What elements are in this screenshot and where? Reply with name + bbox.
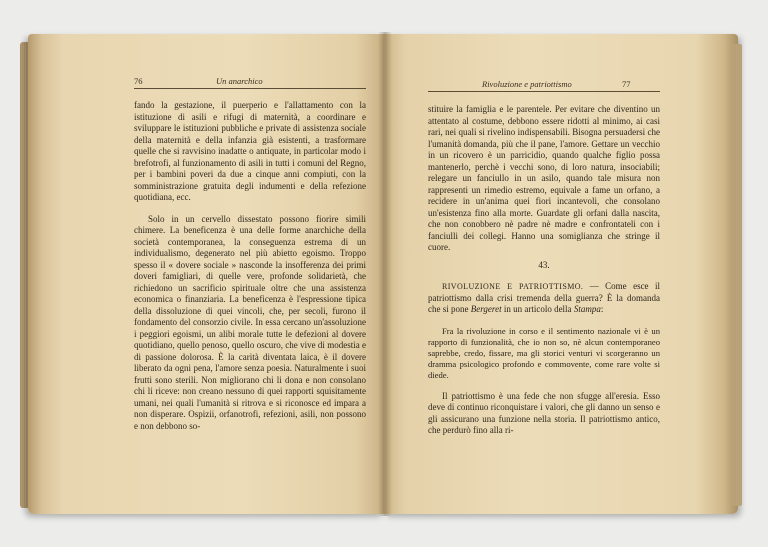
open-book xyxy=(28,28,740,520)
right-page-edges xyxy=(732,44,742,506)
section-number: 43. xyxy=(538,259,550,270)
author-name: Bergeret xyxy=(470,304,502,314)
right-body-text xyxy=(428,104,660,437)
left-body-text xyxy=(134,100,366,432)
section-intro-3: : xyxy=(600,304,604,314)
left-running-head: Un anarchico xyxy=(216,76,263,86)
right-page-number: 77 xyxy=(622,79,631,89)
quoted-passage: Fra la rivoluzione in corso e il sentimento nazionale vi è un rapporto di funzionalità, che io non so, nè alcun contemporaneo saprebbe, credo, fissare, ma gli storici venturi vi scorgeranno un dramma psicologico profondo e commovente, come rare volte si diede. xyxy=(428,325,660,380)
journal-name: Stampa xyxy=(573,304,601,314)
closing-paragraph: Il patriottismo è una fede che non sfugge all'eresia. Esso deve di continuo riconquistare i valori, che gli danno un senso e gli assicurano una funzione nella storia. Il patriottismo antico, che perdurò fino alla ri- xyxy=(428,390,660,435)
section-intro: — Come esce il patriottismo dalla crisi tremenda della guerra? È la domanda che si pone xyxy=(428,281,660,314)
book-spine xyxy=(378,32,392,516)
left-paragraph-2: Solo in un cervello dissestato possono fiorire simili chimere. La beneficenza è una delle forme anarchiche della società contemporanea, la conseguenza estrema di un individualismo, degenerato nel più abietto egoismo. Troppo spesso il « dovere sociale » nasconde la insofferenza dei primi doveri famigliari, di quelle vere, profonde solidarietà, che richiedono un sacrificio spirituale oltre che una assistenza economica o finanziaria. La beneficenza è l'espressione tipica della dissoluzione di quei vincoli, che, per secoli, furono il fondamento del consorzio civile. In essa cercano un'assoluzione i peggiori egoismi, un alibi morale tutte le defezioni al dovere quotidiano, quello penoso, quello oscuro, che vive di modestia e di passione dolorosa. È la carità diventata laica, è il dovere liberato da ogni pena, l'amore senza poesia. Naturalmente i suoi frutti sono sterili. Non migliorano chi li dona e non consolano chi li riceve: non creano nessuno di quei rapporti squisitamente umani, nei quali l'umanità si ritrova e si riconosce ed impara a non disperare. Ospizii, orfanotrofi, refezioni, asili, non possono e non debbono so- xyxy=(134,213,366,431)
right-running-head: Rivoluzione e patriottismo xyxy=(482,79,572,89)
right-paragraph-top: stituire la famiglia e le parentele. Per evitare che diventino un attentato al costume, debbono essere ridotti al minimo, ai casi rari, nei quali si rivelino indispensabili. Bisogna persuadersi che l'umanità domanda, più che il pane, l'amore. Gettare un vecchio in un ricovero è un parricidio, quando qualche figlio possa mantenerlo, perchè i vecchi sono, di loro natura, insociabili; relegare un fanciullo in un asilo, quando tale misura non rappresenti un rimedio estremo, equivale a fame un orfano, a recidere in un'anima quei fiori incantevoli, che consolano un'esistenza fino alla morte. Guardate gli orfani dalla nascita, che non conobbero nè padre nè madre e confrontateli con i fanciulli dei collegi. Hanno una somiglianza che stringe il cuore. xyxy=(428,104,660,252)
section-intro-2: in un articolo della xyxy=(501,304,574,314)
left-paragraph-1: fando la gestazione, il puerperio e l'allattamento con la istituzione di asili e rifugi di maternità, a coordinare e sviluppare le istituzioni pubbliche e private di assistenza sociale della maternità e della infanzia già esistenti, a trasformare quelle che si ravvisino inadatte o antiquate, in particolar modo i brefotrofi, al funzionamento di asili in tutti i comuni del Regno, per i bambini poveri da due a cinque anni compiuti, con la somministrazione gratuita degli indumenti e della refezione quotidiana, ecc. xyxy=(134,100,366,202)
left-header-rule xyxy=(134,88,366,89)
right-header-rule xyxy=(428,91,660,92)
left-page-number: 76 xyxy=(134,76,143,86)
section-title: RIVOLUZIONE E PATRIOTTISMO. xyxy=(442,282,584,291)
section-intro-paragraph xyxy=(428,281,660,316)
